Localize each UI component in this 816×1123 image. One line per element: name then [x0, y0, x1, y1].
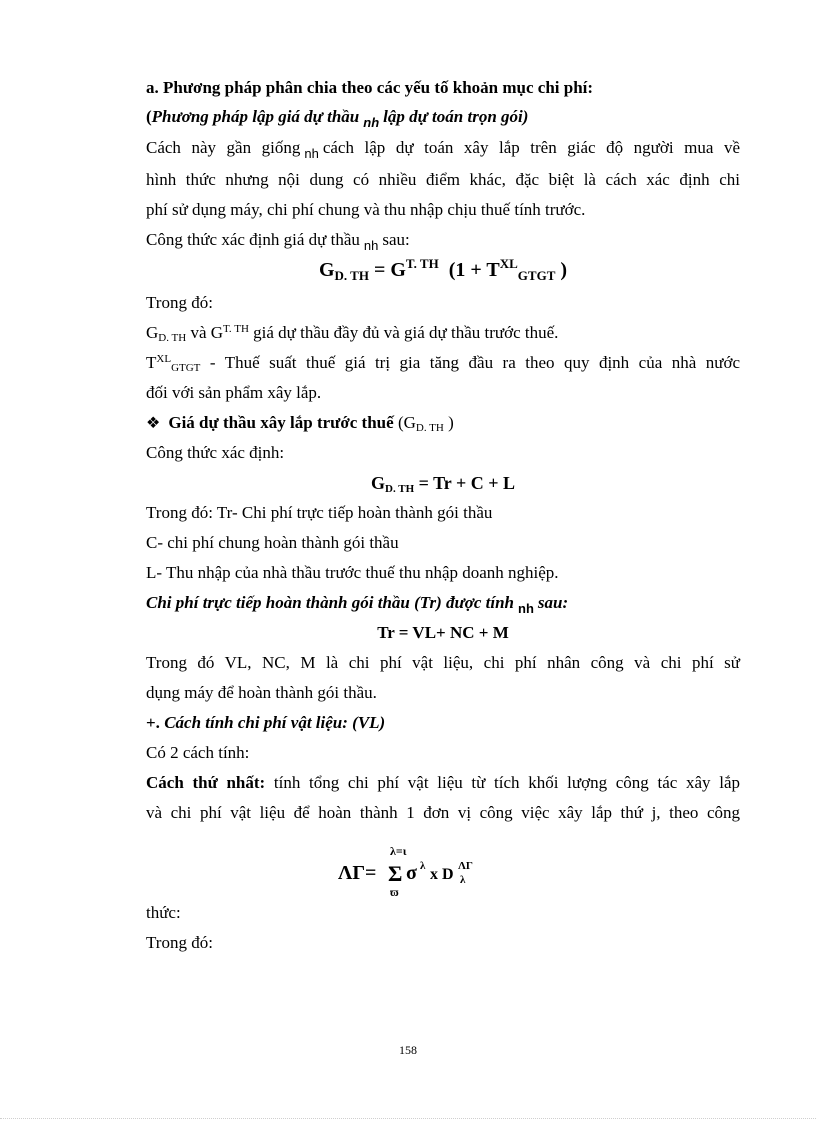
definition-t-line1: $T^{XL}_{GTGT}$ - Thuế suất thuế giá trị gia tăng đầu ra theo quy định của nhà nước [146, 353, 741, 374]
para1-line2: hình thức nhưng nội dung có nhiều điểm khác, đặc biệt là cách xác định chi [146, 170, 740, 189]
page-number: 158 [399, 1043, 417, 1057]
subheading: (Phương pháp lập giá dự thầu $_{nh}$ lập dự toán trọn gói) [146, 107, 529, 130]
tr-heading: Chi phí trực tiếp hoàn thành gói thầu (Tr) được tính $_{nh}$ sau: [146, 593, 569, 616]
para2-line1: Trong đó VL, NC, M là chi phí vật liệu, chi phí nhân công và chi phí sử [146, 653, 740, 672]
formula4-term: σ [406, 862, 417, 884]
formula-tr: Tr = VL+ NC + M [377, 623, 509, 642]
para1-line1: Cách này gần giống $_{nh}$ cách lập dự toán xây lắp trên giác độ người mua về [146, 138, 740, 161]
formula-vl-image [336, 843, 506, 898]
two-ways: Có 2 cách tính: [146, 743, 250, 762]
formula4-bottom: ϖ [390, 885, 399, 898]
first-way-line1: Cách thứ nhất: tính tổng chi phí vật liệu từ tích khối lượng công tác xây lắp [146, 773, 740, 792]
para2-line2: dụng máy để hoàn thành gói thầu. [146, 683, 377, 702]
formula4-term-sup: λ [420, 860, 426, 872]
definition-g: $G_{D. TH}$ và $G^{T. TH}$ giá dự thầu đầy đủ và giá dự thầu trước thuế. [146, 323, 559, 344]
formula-gdth: $G_{D. TH} = Tr + C + L$ [371, 473, 515, 495]
formula-gia-du-thau: $G_{D. TH} = G^{T. TH}$ ($1 + T^{XL}_{GTGT}$ ) [318, 256, 568, 283]
definition-t-line2: đối với sản phẩm xây lắp. [146, 383, 322, 402]
first-way-line2: và chi phí vật liệu để hoàn thành 1 đơn vị công việc xây lắp thứ j, theo công [146, 803, 740, 822]
section-heading: a. Phương pháp phân chia theo các yếu tố khoản mục chi phí: [146, 78, 594, 97]
formula4-sum: Σ [388, 861, 403, 886]
where-label-3: Trong đó: [146, 933, 213, 952]
diamond-bullet-icon: ❖ [146, 415, 161, 432]
definition-c: C- chi phí chung hoàn thành gói thầu [146, 533, 399, 552]
where-label-1: Trong đó: [146, 293, 213, 312]
page-bottom-divider [0, 1118, 816, 1120]
formula4-top: λ=ι [390, 844, 407, 858]
formula4-d-sup: ΛΓ [458, 860, 473, 872]
where-tr: Trong đó: Tr- Chi phí trực tiếp hoàn thành gói thầu [146, 503, 493, 522]
para1-line3: phí sử dụng máy, chi phí chung và thu nhập chịu thuế tính trước. [146, 200, 586, 219]
formula4-lhs: ΛΓ= [338, 862, 377, 884]
formula4-times: x D [430, 866, 454, 883]
thuc-label: thức: [146, 903, 181, 922]
definition-l: L- Thu nhập của nhà thầu trước thuế thu nhập doanh nghiệp. [146, 563, 559, 582]
bullet-heading: ❖ Giá dự thầu xây lắp trước thuế ($G_{D. TH}$ ) [146, 413, 454, 434]
formula4-d-sub: λ [460, 874, 466, 886]
formula2-intro: Công thức xác định: [146, 443, 285, 462]
vl-heading: +. Cách tính chi phí vật liệu: (VL) [146, 713, 386, 732]
formula-intro: Công thức xác định giá dự thầu $_{nh}$ sau: [146, 230, 410, 253]
